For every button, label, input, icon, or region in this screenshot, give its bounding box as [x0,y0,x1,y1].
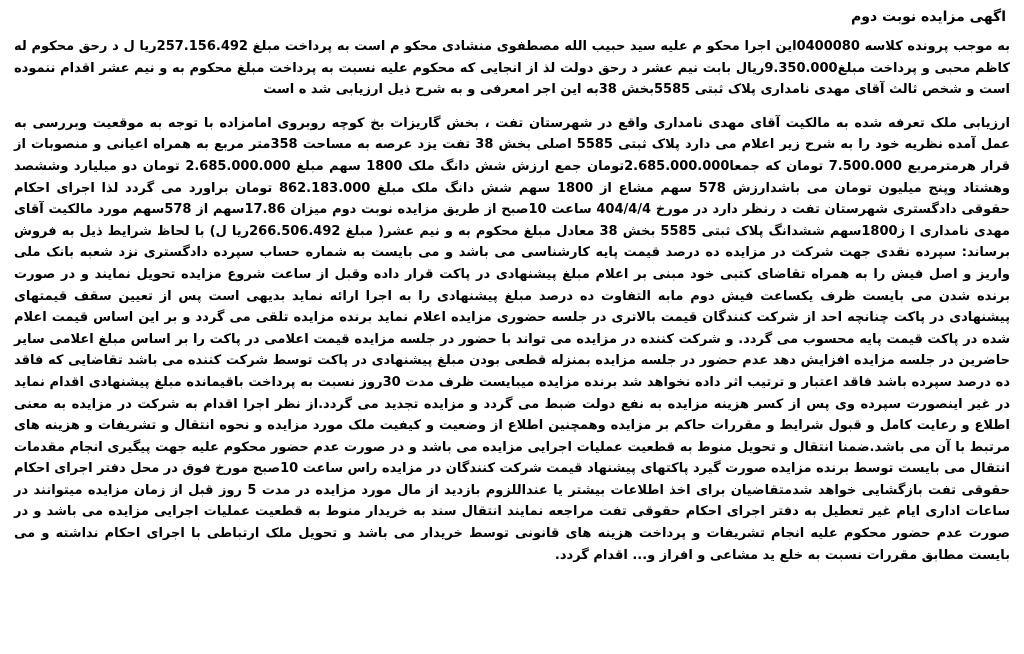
auction-terms-paragraph: ارزیابی ملک تعرفه شده به مالکیت آقای مهدی نامداری واقع در شهرستان تفت ، بخش گاریزات بخ کوچه روبروی امامزاده با توجه به موقعیت وبررسی به عمل آمده نظریه خود را به شرح زیر اعلام می دارد پلاک ثبتی 5585 اصلی بخش 38 تفت یزد عرصه به مساحت 358متر مربع به همراه اعیانی و منصوبات از قرار هرمترمربع 7.500.000 تومان که جمعا2.685.000.000تومان جمع ارزش شش دانگ ملک 1800 سهم مبلغ 2.685.000.000 تومان دو میلیارد وششصد وهشتاد وپنج میلیون تومان می باشدارزش 578 سهم مشاع از 1800 سهم شش دانگ ملک مبلغ 862.183.000 تومان براورد می گردد لذا اجرای احکام حقوقی دادگستری شهرستان تفت د رنظر دارد در مورخ 404/4/4 ساعت 10صبح از طریق مزایده نوبت دوم میزان 17.86سهم از 578سهم مورد مالکیت آقای مهدی نامداری ا ز1800سهم ششدانگ پلاک ثبتی 5585 بخش 38 معادل مبلغ محکوم به و نیم عشر( مبلغ 266.506.492ریا ل) با لحاظ شرایط ذیل به فروش برساند: سپرده نقدی جهت شرکت در مزایده ده درصد قیمت پایه کارشناسی می باشد و می بایست به شماره حساب سپرده دادگستری نزد شعبه بانک ملی واریز و اصل فیش را به همراه تقاضای کتبی خود مبنی بر اعلام مبلغ پیشنهادی در پاکت قرار داده وقبل از ساعت شروع مزایده تحویل نمایند و در صورت برنده شدن می بایست ظرف یکساعت فیش دوم مابه التفاوت ده درصد مبلغ پیشنهادی را به اجرا ارائه نماید بدیهی است پس از تعیین سقف قیمتهای پیشنهادی در پاکت چنانچه احد از شرکت کنندگان قیمت بالاتری در جلسه حضوری مزایده اعلام نماید برنده مزایده تلقی می گردد و بر این اساس قیمت اعلام شده در پاکت قیمت پایه محسوب می گردد. و شرکت کننده در مزایده می تواند با حضور در جلسه مزایده قیمت اعلامی در پاکت را بر اساس مبلغ اعلامی سایر حاضرین در جلسه مزایده افزایش دهد عدم حضور در جلسه مزایده بمنزله قطعی بودن مبلغ پیشنهادی در پاکت توسط شرکت کننده می باشد تقاضایی که فاقد ده درصد سپرده باشد فاقد اعتبار و ترتیب اثر داده نخواهد شد برنده مزایده میبایست ظرف مدت 30روز نسبت به پرداخت باقیمانده مبلغ پیشنهادی اقدام نماید در غیر اینصورت سپرده وی پس از کسر هزینه مزایده به نفع دولت ضبط می گردد و مزایده تجدید می گردد.از نظر اجرا اقدام به شرکت در مزایده به معنی اطلاع و رعایت کامل و قبول شرایط و مقررات حاکم بر مزایده وهمچنین اطلاع از وضعیت و کیفیت ملک مورد مزایده و نحوه انتقال و تشریفات و هزینه های مرتبط با آن می باشد.ضمنا انتقال و تحویل منوط به قطعیت عملیات اجرایی مزایده می باشد و در صورت عدم حضور محکوم علیه جهت پیگیری انجام مقدمات انتقال می بایست توسط برنده مزایده صورت گیرد پاکتهای پیشنهاد قیمت شرکت کنندگان در مزایده راس ساعت 10صبح مورخ فوق در محل دفتر اجرای احکام حقوقی تفت بازگشایی خواهد شدمتقاضیان برای اخذ اطلاعات بیشتر یا عنداللزوم بازدید از مال مورد مزایده در مدت 5 روز قبل از زمان مزایده میتوانند در ساعات اداری ایام غیر تعطیل به دفتر اجرای احکام حقوقی تفت مراجعه نمایند انتقال سند به خریدار منوط به قطعیت عملیات اجرایی مزایده می باشد و در صورت عدم حضور محکوم علیه انجام تشریفات و پرداخت هزینه های قانونی توسط خریدار می باشد و تحویل ملک ارتباطی با اجرای احکام نداشته و می بایست مطابق مقررات نسبت به خلع ید مشاعی و افراز و... اقدام گردد. [13,115,1011,563]
case-summary-paragraph: به موجب پرونده کلاسه 0400080این اجرا محکو م علیه سید حبیب الله مصطفوی منشادی محکو م است به پرداخت مبلغ 257.156.492ریا ل د رحق محکوم له کاظم محبی و پرداخت مبلغ9.350.000ریال بابت نیم عشر د رحق دولت لذ از انجایی که محکوم علیه نسبت به پرداخت مبلغ محکوم به و نیم عشر اقدام ننموده است و شخص ثالث آقای مهدی نامداری پلاک ثبتی 5585بخش 38به این اجر امعرفی و به شرح ذیل ارزیابی شد ه است [14,39,1010,98]
notice-title: اگهی مزایده نوبت دوم [850,9,1006,25]
